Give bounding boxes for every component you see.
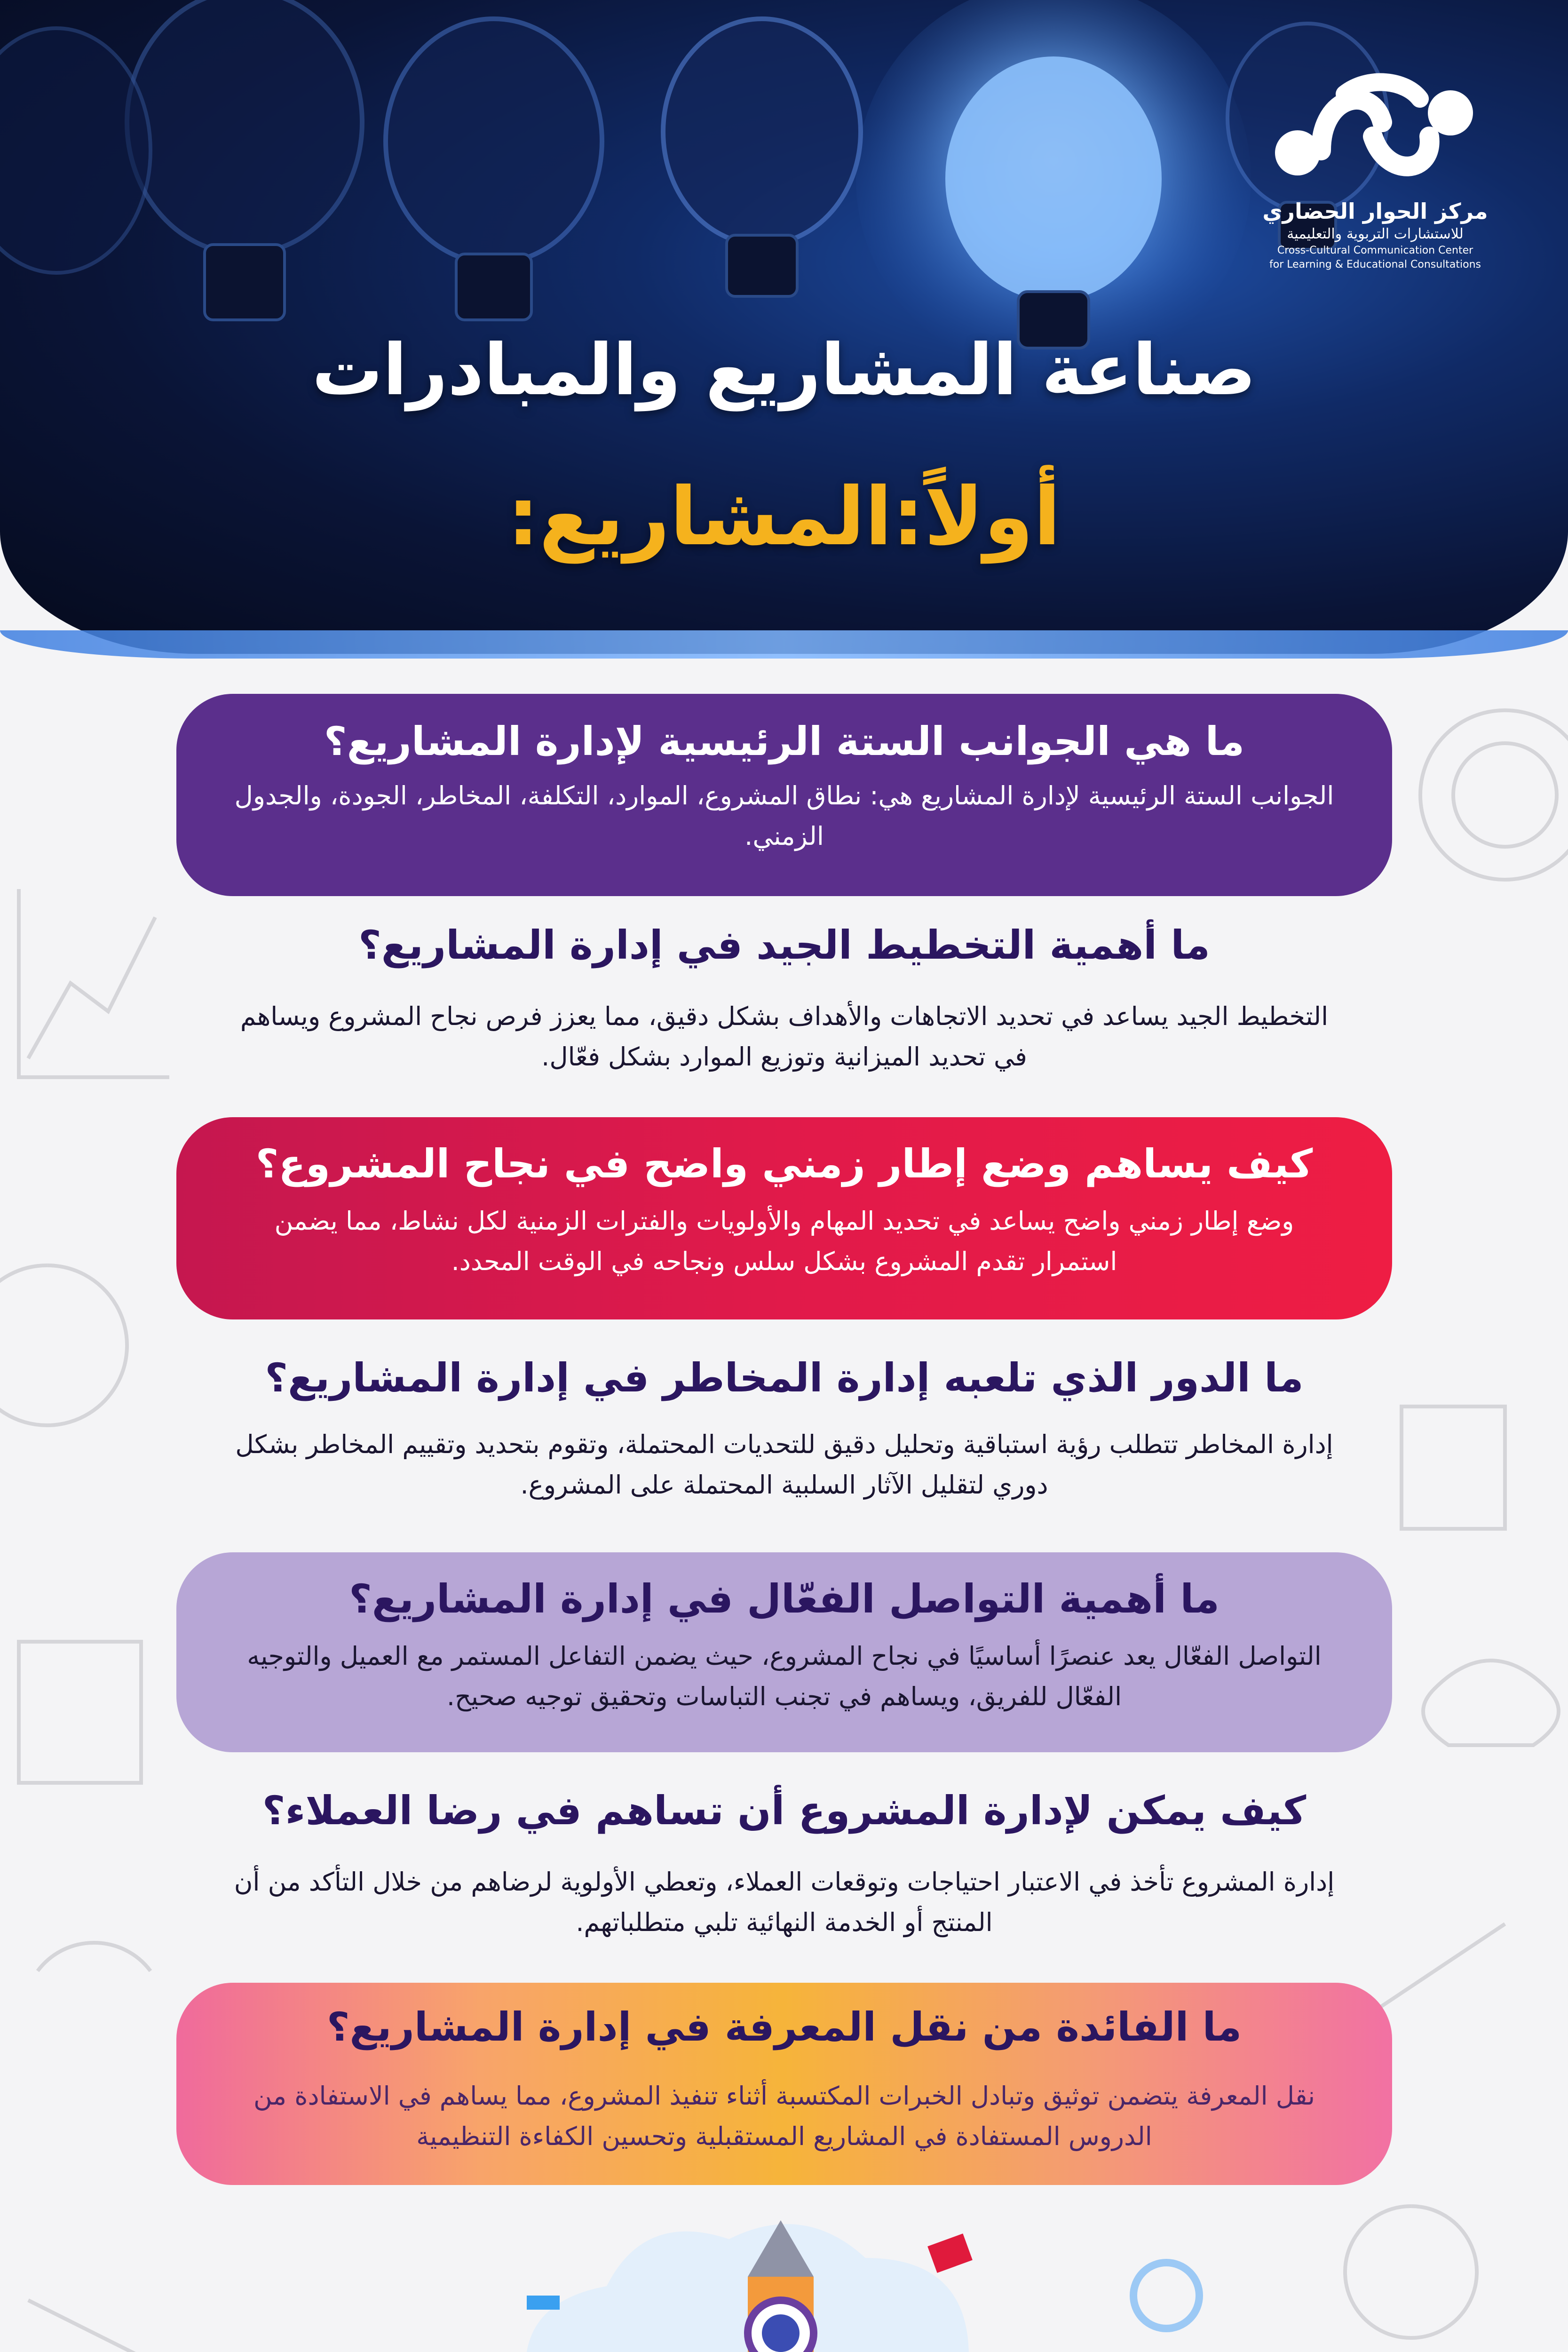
brand-logo-icon (1265, 66, 1486, 198)
brand-name-en-1: Cross-Cultural Communication Center (1277, 245, 1473, 256)
section-plain-6 (176, 1788, 1392, 1943)
brand-logo (1262, 66, 1488, 278)
brand-name-ar: مركز الحوار الحضاري (1262, 199, 1488, 224)
section-card-5 (176, 1552, 1392, 1752)
brand-name-en-2: for Learning & Educational Consultations (1269, 259, 1481, 270)
section-answer: التواصل الفعّال يعد عنصرًا أساسيًا في نجاح المشروع، حيث يضمن التفاعل المستمر مع العميل والتوجيه الفعّال للفريق، ويساهم في تجنب التباسات وتحقيق توجيه صحيح. (247, 1641, 1322, 1711)
section-question: ما هي الجوانب الستة الرئيسية لإدارة المشاريع؟ (324, 718, 1245, 764)
section-card-1 (176, 694, 1392, 896)
brand-tagline-ar: للاستشارات التربوية والتعليمية (1287, 226, 1464, 242)
section-question: ما الفائدة من نقل المعرفة في إدارة المشاريع؟ (326, 2004, 1242, 2050)
page-title: صناعة المشاريع والمبادرات (312, 329, 1256, 411)
section-answer: وضع إطار زمني واضح يساعد في تحديد المهام والأولويات والفترات الزمنية لكل نشاط، مما يضمن استمرار تقدم المشروع بشكل سلس ونجاحه في الوقت المحدد. (274, 1206, 1294, 1276)
page-subtitle: أولاً:المشاريع: (507, 470, 1061, 564)
section-question: كيف يمكن لإدارة المشروع أن تساهم في رضا العملاء؟ (262, 1788, 1307, 1834)
rocket-launch-illustration (0, 2211, 1568, 2352)
section-question: ما أهمية التخطيط الجيد في إدارة المشاريع؟ (358, 922, 1210, 968)
section-question: ما الدور الذي تلعبه إدارة المخاطر في إدارة المشاريع؟ (265, 1355, 1304, 1401)
section-question: ما أهمية التواصل الفعّال في إدارة المشاريع؟ (349, 1576, 1220, 1622)
section-plain-2 (176, 922, 1392, 1077)
header-banner (0, 0, 1568, 654)
section-answer: نقل المعرفة يتضمن توثيق وتبادل الخبرات المكتسبة أثناء تنفيذ المشروع، مما يساهم في الاستفادة من الدروس المستفادة في المشاريع المستقبلية وتحسين الكفاءة التنظيمية (253, 2081, 1315, 2151)
section-answer: الجوانب الستة الرئيسية لإدارة المشاريع هي: نطاق المشروع، الموارد، التكلفة، المخاطر، الجودة، والجدول الزمني. (234, 781, 1334, 851)
section-answer: إدارة المشروع تأخذ في الاعتبار احتياجات وتوقعات العملاء، وتعطي الأولوية لرضاهم من خلال التأكد من أن المنتج أو الخدمة النهائية تلبي متطلباتهم. (234, 1867, 1335, 1937)
section-question: كيف يساهم وضع إطار زمني واضح في نجاح المشروع؟ (255, 1141, 1313, 1187)
section-answer: التخطيط الجيد يساعد في تحديد الاتجاهات والأهداف بشكل دقيق، مما يعزز فرص نجاح المشروع ويساهم في تحديد الميزانية وتوزيع الموارد بشكل فعّال. (240, 1001, 1329, 1072)
section-card-3 (176, 1117, 1392, 1319)
section-card-7 (176, 1983, 1392, 2185)
section-plain-4 (176, 1355, 1392, 1505)
section-answer: إدارة المخاطر تتطلب رؤية استباقية وتحليل دقيق للتحديات المحتملة، وتقوم بتحديد وتقييم المخاطر بشكل دوري لتقليل الآثار السلبية المحتملة على المشروع. (235, 1430, 1333, 1500)
